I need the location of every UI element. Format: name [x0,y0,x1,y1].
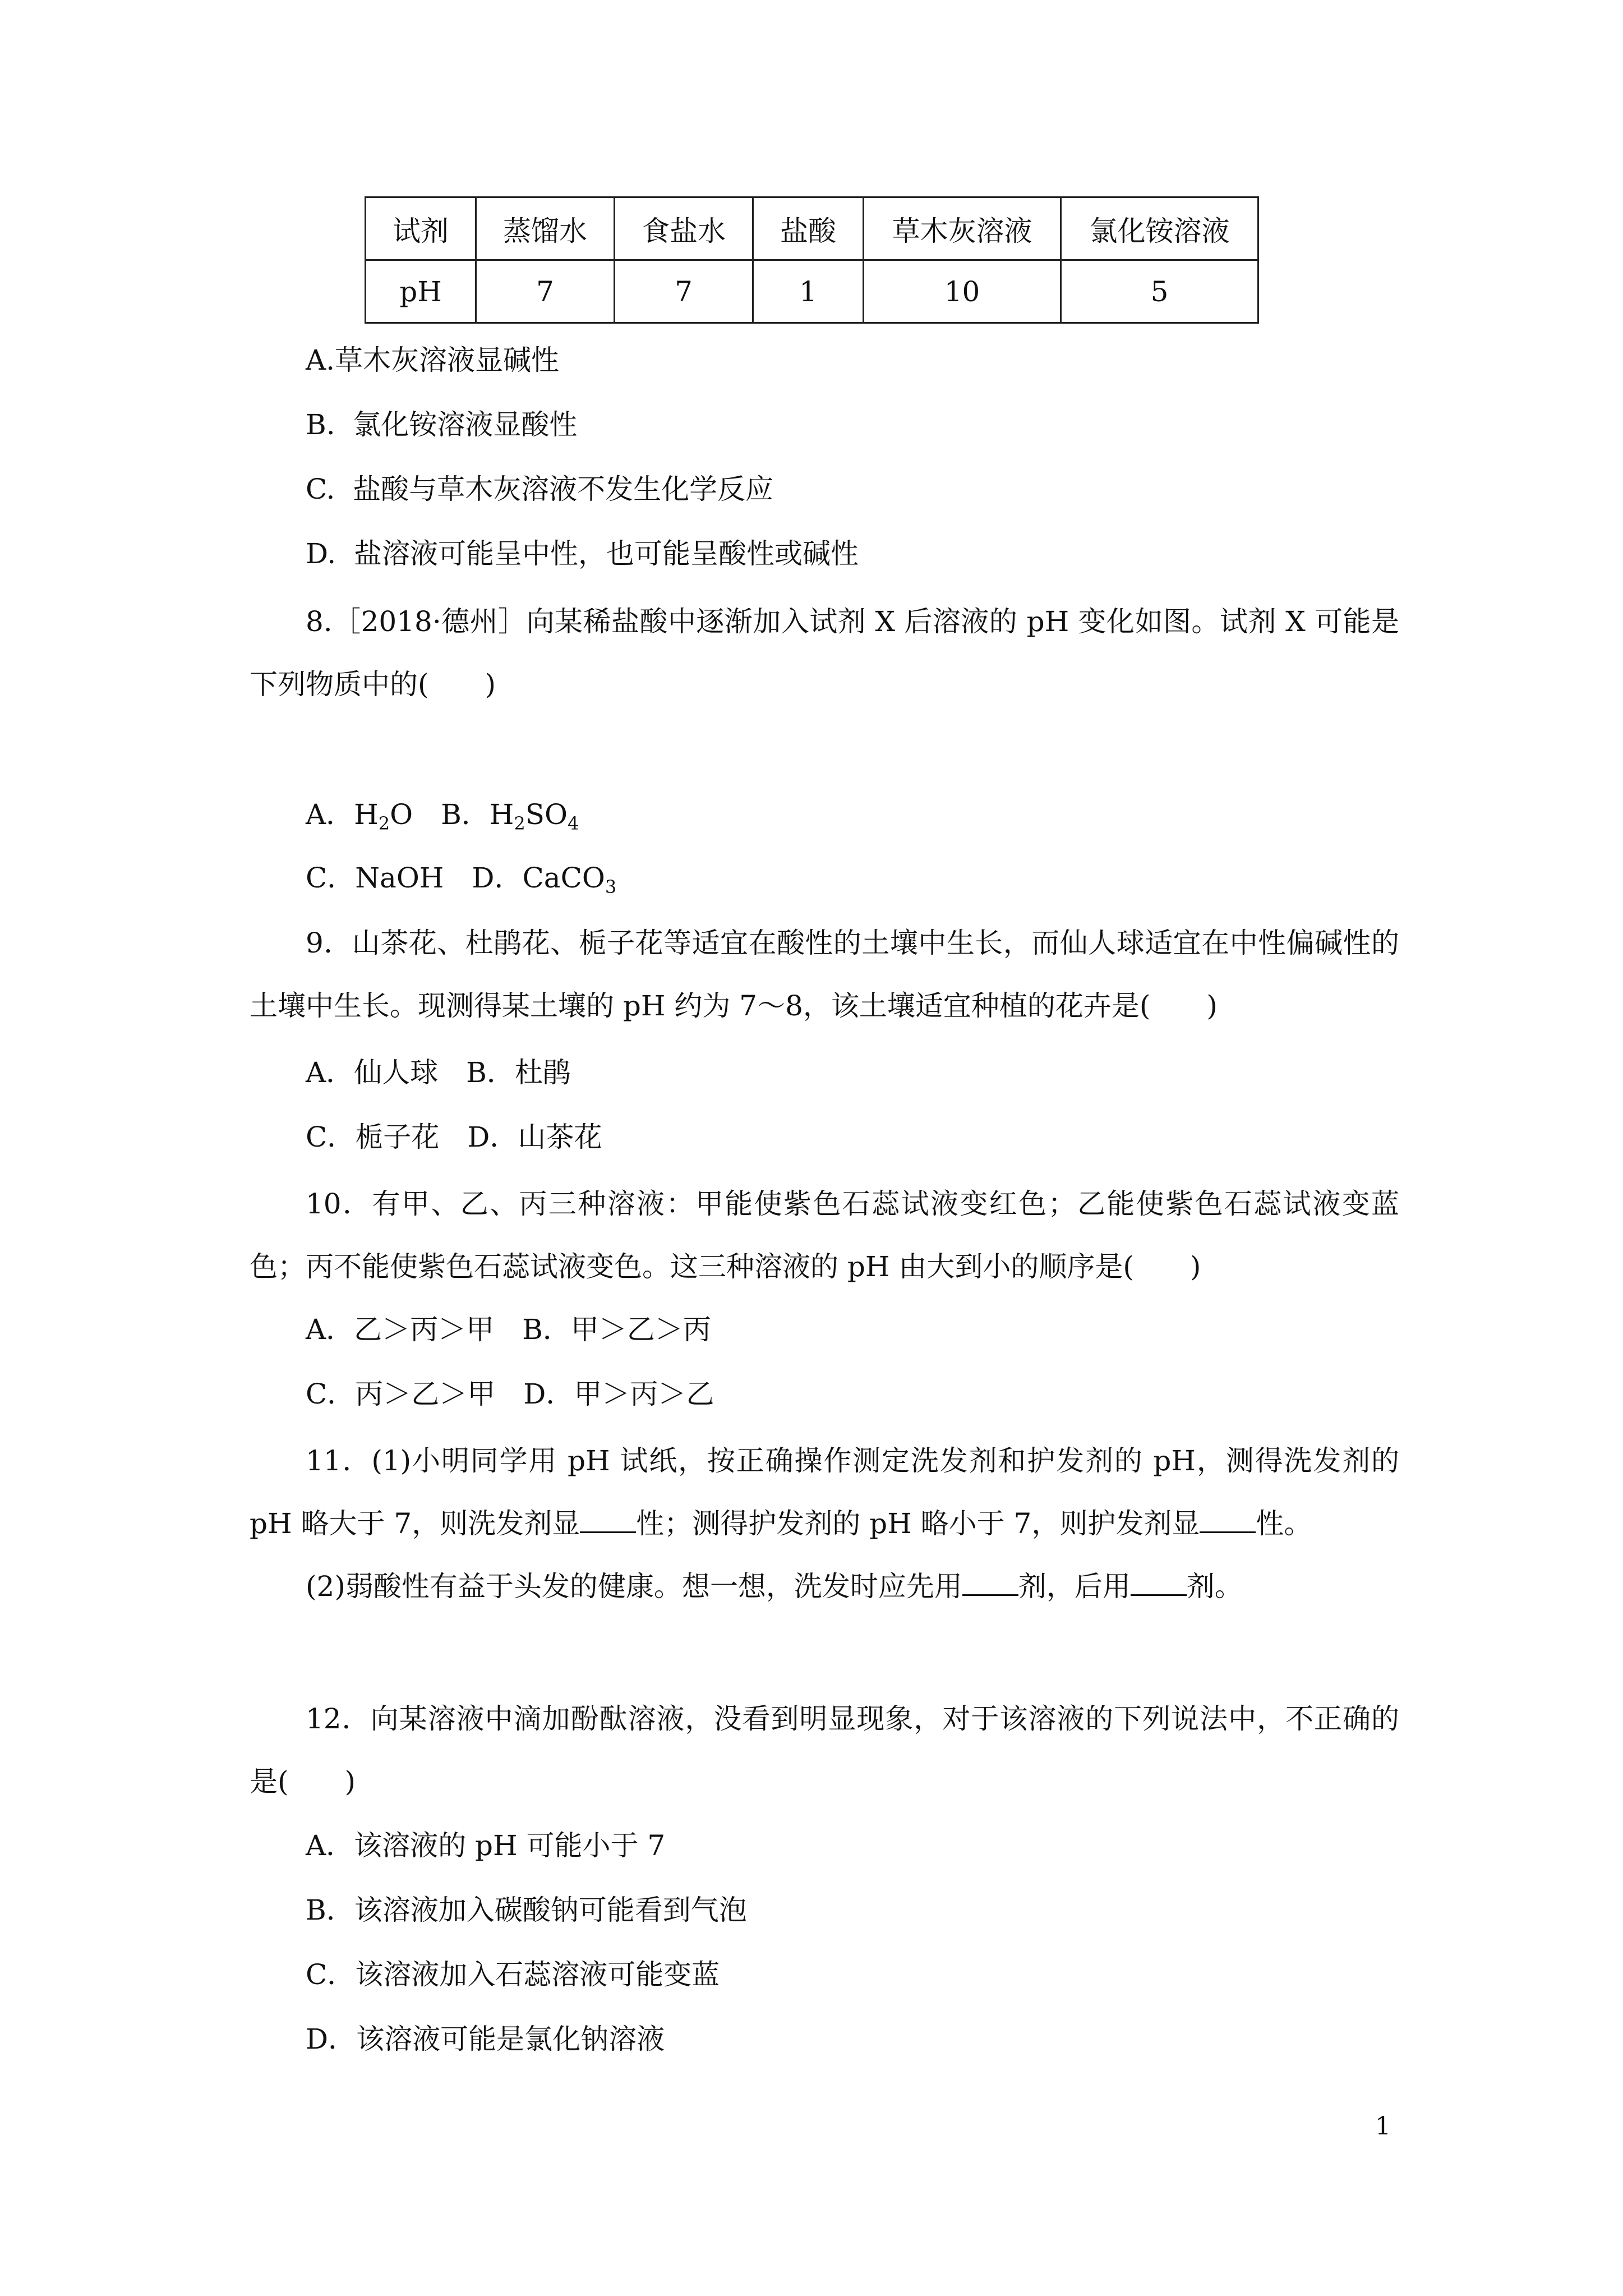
q11-text: 性。 [1256,1507,1312,1540]
q8-text: C．NaOH D．CaCO [306,862,605,894]
q12-stem: 12．向某溶液中滴加酚酞溶液，没看到明显现象，对于该溶液的下列说法中，不正确的是( ) [250,1703,1399,1798]
q8-text: A．H [306,798,379,831]
q11-text: (2)弱酸性有益于头发的健康。想一想，洗发时应先用 [306,1570,962,1603]
q11-part1 [250,1429,1399,1555]
page-number: 1 [1375,2112,1391,2141]
table-cell: 草木灰溶液 [864,197,1061,260]
q9-options-cd: C．栀子花 D．山茶花 [306,1121,602,1153]
q7-option-c: C. 盐酸与草木灰溶液不发生化学反应 [306,473,774,505]
q9-stem: 9．山茶花、杜鹃花、栀子花等适宜在酸性的土壤中生长，而仙人球适宜在中性偏碱性的土壤中生长。现测得某土壤的 pH 约为 7～8，该土壤适宜种植的花卉是( ) [250,927,1399,1022]
ph-table [365,196,1259,324]
answer-blank [962,1570,1018,1596]
subscript: 4 [568,813,579,834]
q8-text: SO [525,798,568,831]
q12-option-c: C．该溶液加入石蕊溶液可能变蓝 [306,1958,720,1991]
q11-text: 11．(1)小明同学用 pH 试纸，按正确操作测定洗发剂和护发剂的 pH，测得洗发剂的 pH 略大于 7，则洗发剂显 [250,1444,1399,1540]
q8-text: O B．H [390,798,514,831]
q7-option-a: A.草木灰溶液显碱性 [306,344,560,376]
q12-option-a: A．该溶液的 pH 可能小于 7 [306,1829,666,1862]
q12-option-d: D．该溶液可能是氯化钠溶液 [306,2023,665,2055]
table-cell: pH [366,260,476,323]
table-row [366,260,1258,323]
subscript: 2 [514,813,525,834]
table-cell: 蒸馏水 [476,197,615,260]
q8-stem: 8.［2018·德州］向某稀盐酸中逐渐加入试剂 X 后溶液的 pH 变化如图。试剂 X 可能是下列物质中的( ) [250,605,1399,701]
q11-part2 [306,1570,1243,1603]
table-cell: 1 [753,260,864,323]
table-cell: 试剂 [366,197,476,260]
q8-options-cd [306,861,616,904]
table-cell: 5 [1061,260,1258,323]
table-cell: 7 [615,260,753,323]
subscript: 3 [605,876,617,898]
answer-blank [580,1507,636,1533]
q11-text: 剂，后用 [1018,1570,1131,1603]
answer-blank [1200,1507,1256,1533]
q10-options-cd: C．丙＞乙＞甲 D．甲＞丙＞乙 [306,1378,714,1410]
table-cell: 氯化铵溶液 [1061,197,1258,260]
q10-options-ab: A．乙＞丙＞甲 B．甲＞乙＞丙 [306,1313,711,1346]
table-cell: 食盐水 [615,197,753,260]
q10-stem: 10．有甲、乙、丙三种溶液：甲能使紫色石蕊试液变红色；乙能使紫色石蕊试液变蓝色；丙不能使紫色石蕊试液变色。这三种溶液的 pH 由大到小的顺序是( ) [250,1188,1399,1283]
q8-options-ab [306,798,579,840]
subscript: 2 [378,813,390,834]
answer-blank [1131,1570,1187,1596]
q11-text: 剂。 [1186,1570,1243,1603]
table-row [366,197,1258,260]
q9-options-ab: A．仙人球 B．杜鹃 [306,1056,571,1089]
q11-text: 性；测得护发剂的 pH 略小于 7，则护发剂显 [636,1507,1200,1540]
q7-option-d: D. 盐溶液可能呈中性，也可能呈酸性或碱性 [306,537,859,570]
table-cell: 盐酸 [753,197,864,260]
table-cell: 7 [476,260,615,323]
table-cell: 10 [864,260,1061,323]
q7-option-b: B. 氯化铵溶液显酸性 [306,408,578,441]
q12-option-b: B．该溶液加入碳酸钠可能看到气泡 [306,1894,747,1926]
